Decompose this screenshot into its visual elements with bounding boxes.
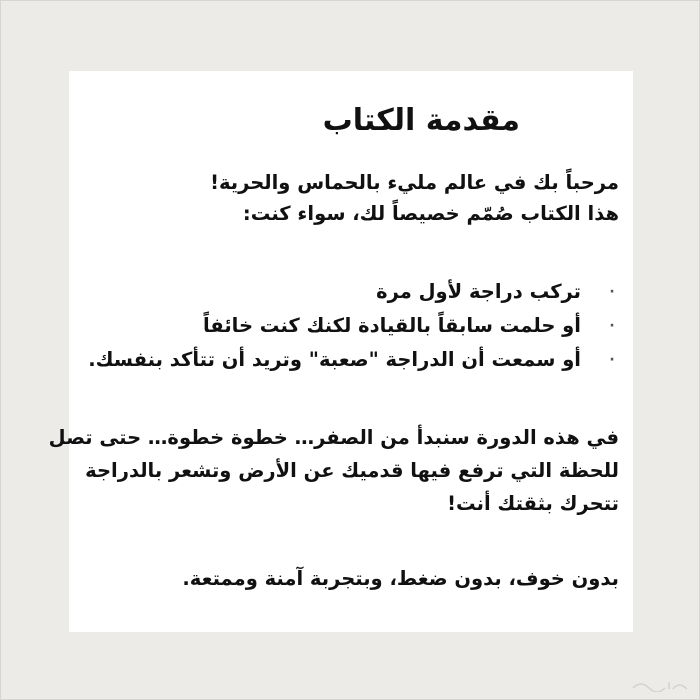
page-content — [48, 71, 633, 632]
bullet-text: أو حلمت سابقاً بالقيادة لكنك كنت خائفاً — [202, 314, 581, 337]
intro-paragraph — [210, 167, 619, 229]
bullet-item — [88, 275, 619, 309]
intro-line: هذا الكتاب صُمّم خصيصاً لك، سواء كنت: — [242, 202, 619, 225]
bullet-item — [88, 343, 619, 377]
intro-line: مرحباً بك في عالم مليء بالحماس والحرية! — [210, 171, 619, 194]
watermark-logo — [631, 678, 691, 695]
closing-line: بدون خوف، بدون ضغط، وبتجربة آمنة وممتعة. — [182, 567, 619, 590]
bullet-item — [88, 309, 619, 343]
closing-paragraph — [182, 563, 619, 594]
body-line: في هذه الدورة سنبدأ من الصفر… خطوة خطوة… حتى تصل — [48, 426, 619, 449]
bullet-dot-icon: · — [609, 284, 615, 300]
body-line: للحظة التي ترفع فيها قدميك عن الأرض وتشعر بالدراجة — [85, 459, 619, 482]
page-title: مقدمة الكتاب — [322, 103, 520, 138]
body-line: تتحرك بثقتك أنت! — [447, 492, 619, 515]
bullet-dot-icon: · — [609, 352, 615, 368]
document-page — [48, 71, 633, 632]
body-paragraph — [49, 421, 619, 520]
bullet-text: تركب دراجة لأول مرة — [376, 280, 581, 303]
watermark-logo-icon — [631, 678, 691, 692]
bullet-list — [88, 275, 619, 377]
bullet-dot-icon: · — [609, 318, 615, 334]
bullet-text: أو سمعت أن الدراجة "صعبة" وتريد أن تتأكد بنفسك. — [88, 348, 581, 371]
